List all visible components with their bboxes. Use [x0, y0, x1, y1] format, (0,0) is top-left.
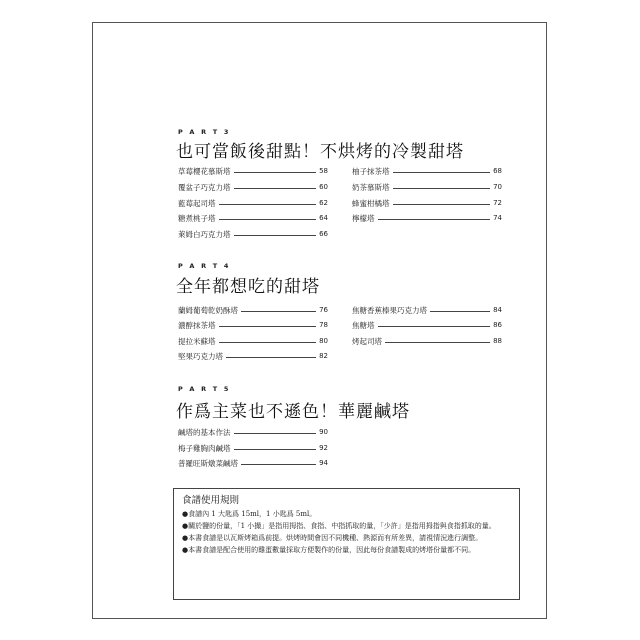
toc-item[interactable] — [178, 458, 328, 468]
toc-item-name: 柚子抹茶塔 — [352, 166, 390, 176]
leader-line — [219, 204, 317, 205]
toc-item-page: 74 — [493, 214, 502, 222]
toc-item-name: 奶茶慕斯塔 — [352, 182, 390, 192]
toc-item[interactable] — [352, 305, 502, 315]
toc-item[interactable] — [178, 229, 328, 239]
toc-item[interactable] — [178, 182, 328, 192]
leader-line — [378, 326, 491, 327]
toc-item[interactable] — [178, 336, 328, 346]
leader-line — [234, 433, 317, 434]
part-5-label: P A R T 5 — [178, 385, 231, 393]
toc-item-page: 78 — [319, 321, 328, 329]
toc-item[interactable] — [352, 166, 502, 176]
toc-item-name: 烤起司塔 — [352, 336, 382, 346]
toc-item-page: 62 — [319, 199, 328, 207]
toc-item-name: 草莓櫻花慕斯塔 — [178, 166, 231, 176]
leader-line — [378, 219, 491, 220]
toc-item-name: 普羅旺斯燉菜鹹塔 — [178, 458, 238, 468]
part-3-label: P A R T 3 — [178, 128, 231, 136]
toc-item-name: 提拉米蘇塔 — [178, 336, 216, 346]
toc-item-page: 80 — [319, 337, 328, 345]
leader-line — [219, 219, 317, 220]
toc-item-page: 76 — [319, 306, 328, 314]
rule-item: ●關於鹽的份量，「1 小撮」是指用拇指、食指、中指抓取的量，「少許」是指用拇指與食指抓取的量。 — [182, 522, 496, 530]
part-3-title: 也可當飯後甜點！不烘烤的冷製甜塔 — [176, 142, 464, 162]
toc-item-page: 58 — [319, 167, 328, 175]
toc-item-page: 70 — [493, 183, 502, 191]
leader-line — [241, 464, 316, 465]
toc-item-page: 92 — [319, 444, 328, 452]
toc-item-name: 濃醇抹茶塔 — [178, 320, 216, 330]
toc-item-name: 梅子雞胸肉鹹塔 — [178, 443, 231, 453]
toc-item-page: 88 — [493, 337, 502, 345]
toc-item-page: 84 — [493, 306, 502, 314]
leader-line — [226, 357, 316, 358]
toc-item-name: 糖煮桃子塔 — [178, 213, 216, 223]
rule-item: ●本書食譜是配合使用的雞蛋數量採取方便製作的份量，因此每份食譜製成的烤塔份量都不同。 — [182, 546, 476, 554]
toc-item-page: 86 — [493, 321, 502, 329]
toc-item-page: 72 — [493, 199, 502, 207]
leader-line — [241, 311, 316, 312]
toc-item-page: 68 — [493, 167, 502, 175]
toc-item[interactable] — [352, 320, 502, 330]
leader-line — [430, 311, 490, 312]
leader-line — [234, 449, 317, 450]
toc-item[interactable] — [178, 443, 328, 453]
toc-item-name: 焦糖香蕉榛果巧克力塔 — [352, 305, 427, 315]
toc-item[interactable] — [178, 351, 328, 361]
toc-item-page: 82 — [319, 352, 328, 360]
leader-line — [393, 172, 491, 173]
toc-item[interactable] — [178, 427, 328, 437]
leader-line — [393, 204, 491, 205]
leader-line — [219, 326, 317, 327]
recipe-rules-box — [173, 488, 520, 600]
toc-item-page: 60 — [319, 183, 328, 191]
part-4-label: P A R T 4 — [178, 262, 231, 270]
toc-item-name: 堅果巧克力塔 — [178, 351, 223, 361]
toc-item[interactable] — [352, 198, 502, 208]
toc-item-page: 94 — [319, 459, 328, 467]
recipe-rules-title: 食譜使用規則 — [182, 495, 240, 506]
leader-line — [393, 188, 491, 189]
toc-item-name: 蜂蜜柑橘塔 — [352, 198, 390, 208]
toc-item[interactable] — [352, 182, 502, 192]
leader-line — [219, 342, 317, 343]
leader-line — [234, 188, 317, 189]
toc-item-name: 蘭姆葡萄乾奶酥塔 — [178, 305, 238, 315]
toc-item-page: 90 — [319, 428, 328, 436]
toc-item[interactable] — [178, 213, 328, 223]
toc-item-name: 焦糖塔 — [352, 320, 375, 330]
part-5-title: 作爲主菜也不遜色！華麗鹹塔 — [176, 402, 410, 422]
toc-item[interactable] — [352, 213, 502, 223]
toc-item-name: 覆盆子巧克力塔 — [178, 182, 231, 192]
toc-item[interactable] — [178, 320, 328, 330]
part-4-title: 全年都想吃的甜塔 — [176, 277, 320, 297]
leader-line — [234, 235, 317, 236]
toc-item-name: 藍莓起司塔 — [178, 198, 216, 208]
toc-item-page: 64 — [319, 214, 328, 222]
rule-item: ●本書食譜是以瓦斯烤箱爲前提。烘烤時間會因不同機種、熱源而有所差異，請視情況進行調整。 — [182, 534, 483, 542]
toc-item-name: 萊姆白巧克力塔 — [178, 229, 231, 239]
toc-item[interactable] — [352, 336, 502, 346]
toc-item[interactable] — [178, 198, 328, 208]
rule-item: ●食譜內 1 大匙爲 15ml，1 小匙爲 5ml。 — [182, 510, 317, 518]
toc-item-name: 鹹塔的基本作法 — [178, 427, 231, 437]
toc-item-page: 66 — [319, 230, 328, 238]
toc-item[interactable] — [178, 166, 328, 176]
toc-item-name: 檸檬塔 — [352, 213, 375, 223]
toc-item[interactable] — [178, 305, 328, 315]
leader-line — [234, 172, 317, 173]
leader-line — [385, 342, 490, 343]
